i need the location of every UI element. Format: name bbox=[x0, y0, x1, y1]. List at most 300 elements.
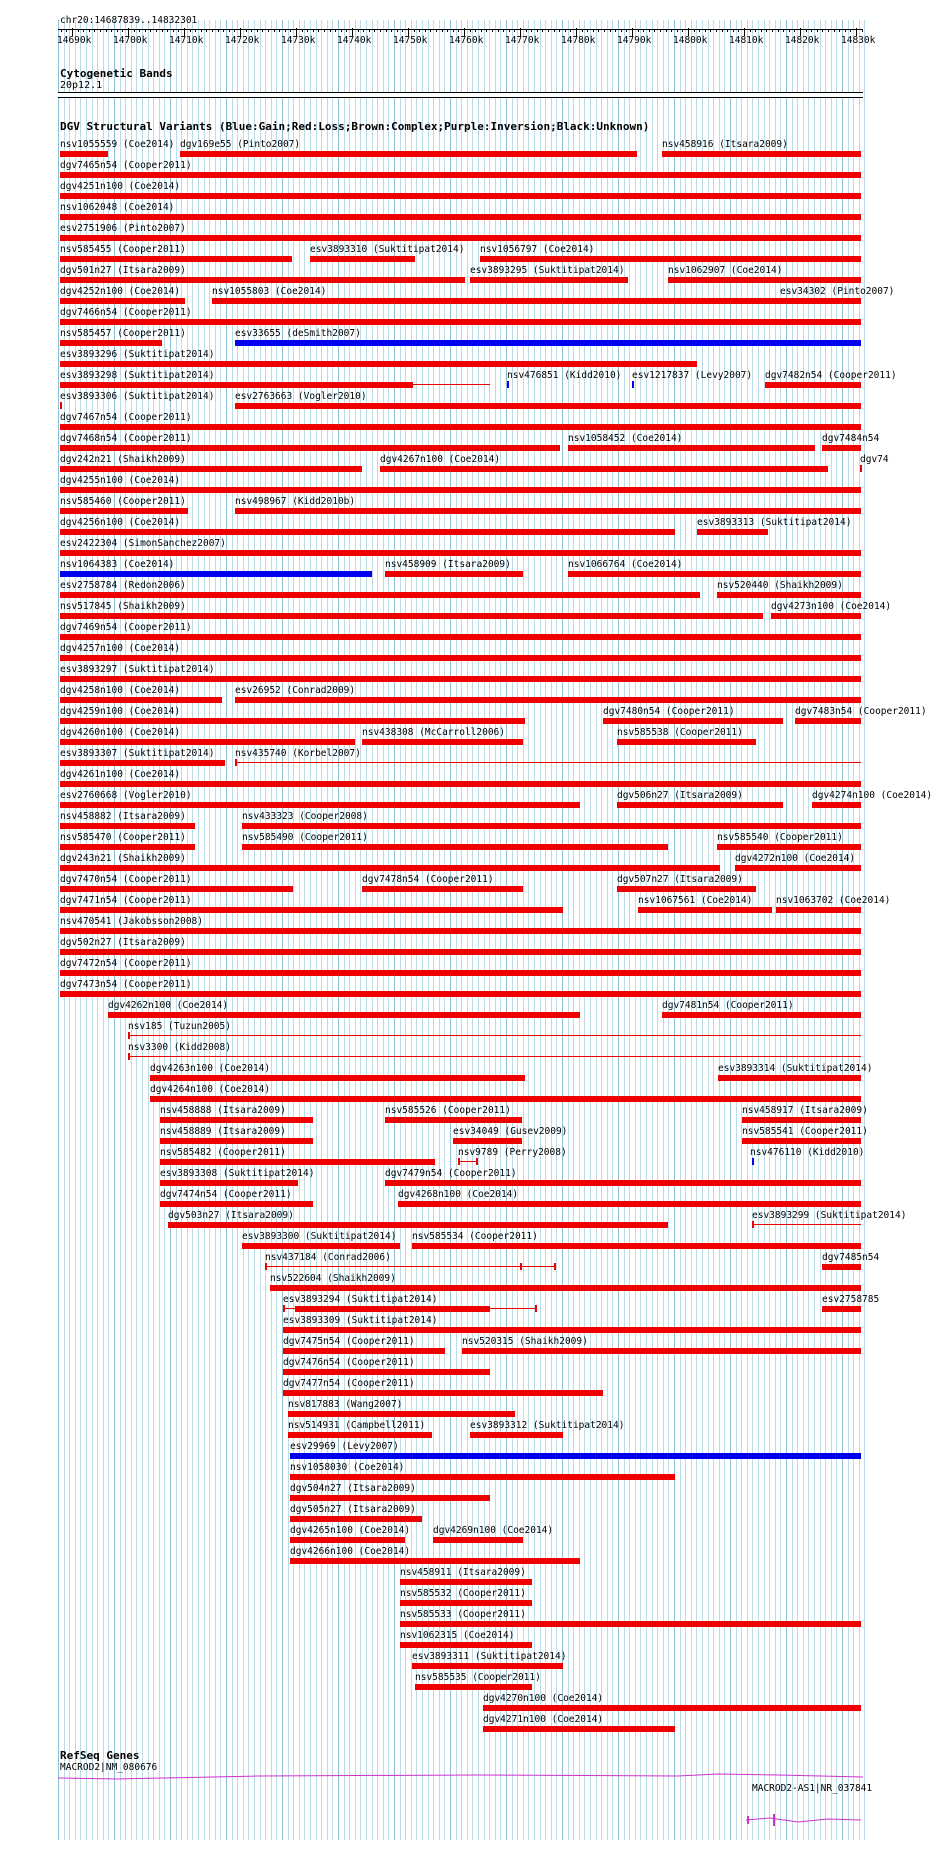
variant-tick[interactable] bbox=[554, 1263, 556, 1270]
variant-label[interactable]: dgv4268n100 (Coe2014) bbox=[398, 1189, 519, 1200]
variant-label[interactable]: nsv585533 (Cooper2011) bbox=[400, 1609, 526, 1620]
variant-bar[interactable] bbox=[60, 634, 861, 640]
variant-bar[interactable] bbox=[400, 1579, 532, 1585]
ruler-minor-tick bbox=[78, 29, 79, 32]
variant-bar[interactable] bbox=[412, 1243, 861, 1249]
variant-label[interactable]: esv2751906 (Pinto2007) bbox=[60, 223, 186, 234]
variant-label[interactable]: nsv520440 (Shaikh2009) bbox=[717, 580, 843, 591]
variant-label[interactable]: dgv4256n100 (Coe2014) bbox=[60, 517, 181, 528]
variant-label[interactable]: nsv433323 (Cooper2008) bbox=[242, 811, 368, 822]
variant-label[interactable]: dgv7484n54 bbox=[822, 433, 880, 444]
variant-label[interactable]: nsv585538 (Cooper2011) bbox=[617, 727, 743, 738]
variant-bar[interactable] bbox=[480, 256, 861, 262]
variant-label[interactable]: nsv438308 (McCarroll2006) bbox=[362, 727, 505, 738]
variant-bar[interactable] bbox=[398, 1201, 861, 1207]
variant-label[interactable]: nsv585470 (Cooper2011) bbox=[60, 832, 186, 843]
variant-bar[interactable] bbox=[462, 1348, 861, 1354]
variant-label[interactable]: dgv4273n100 (Coe2014) bbox=[771, 601, 892, 612]
variant-bar[interactable] bbox=[288, 1411, 515, 1417]
variant-label[interactable]: nsv585534 (Cooper2011) bbox=[412, 1231, 538, 1242]
variant-bar[interactable] bbox=[60, 298, 185, 304]
variant-bar[interactable] bbox=[60, 256, 292, 262]
variant-bar[interactable] bbox=[160, 1201, 313, 1207]
variant-bar[interactable] bbox=[60, 802, 580, 808]
variant-tick[interactable] bbox=[632, 381, 634, 388]
variant-tick[interactable] bbox=[128, 1053, 130, 1060]
variant-bar[interactable] bbox=[60, 424, 861, 430]
variant-bar[interactable] bbox=[822, 1306, 861, 1312]
variant-bar[interactable] bbox=[168, 1222, 668, 1228]
variant-label[interactable]: nsv1067561 (Coe2014) bbox=[638, 895, 753, 906]
variant-label[interactable]: esv3893294 (Suktitipat2014) bbox=[283, 1294, 438, 1305]
ruler-minor-tick bbox=[694, 29, 695, 32]
variant-label[interactable]: esv3893314 (Suktitipat2014) bbox=[718, 1063, 873, 1074]
variant-bar[interactable] bbox=[290, 1474, 675, 1480]
variant-bar[interactable] bbox=[771, 613, 861, 619]
variant-label[interactable]: nsv585490 (Cooper2011) bbox=[242, 832, 368, 843]
gene-label-macrod2-as1[interactable]: MACROD2-AS1|NR_037841 bbox=[752, 1783, 873, 1794]
variant-bar[interactable] bbox=[160, 1117, 313, 1123]
variant-label[interactable]: esv2763663 (Vogler2010) bbox=[235, 391, 367, 402]
variant-tick[interactable] bbox=[60, 402, 62, 409]
variant-label[interactable]: dgv4269n100 (Coe2014) bbox=[433, 1525, 554, 1536]
variant-tick[interactable] bbox=[752, 1158, 754, 1165]
variant-bar[interactable] bbox=[60, 781, 861, 787]
variant-label[interactable]: nsv458911 (Itsara2009) bbox=[400, 1567, 526, 1578]
variant-label[interactable]: dgv4271n100 (Coe2014) bbox=[483, 1714, 604, 1725]
variant-bar[interactable] bbox=[108, 1012, 580, 1018]
variant-bar[interactable] bbox=[60, 319, 861, 325]
variant-bar[interactable] bbox=[60, 949, 861, 955]
variant-bar[interactable] bbox=[470, 1432, 563, 1438]
variant-bar[interactable] bbox=[60, 592, 700, 598]
variant-bar[interactable] bbox=[453, 1138, 522, 1144]
variant-label[interactable]: esv34302 (Pinto2007) bbox=[780, 286, 895, 297]
variant-bar[interactable] bbox=[290, 1516, 422, 1522]
variant-bar[interactable] bbox=[150, 1075, 525, 1081]
variant-connector-line bbox=[267, 1266, 554, 1267]
variant-label[interactable]: dgv4257n100 (Coe2014) bbox=[60, 643, 181, 654]
variant-connector-line bbox=[413, 384, 490, 385]
variant-label[interactable]: nsv1066764 (Coe2014) bbox=[568, 559, 683, 570]
variant-bar[interactable] bbox=[60, 214, 861, 220]
variant-bar[interactable] bbox=[795, 718, 861, 724]
variant-bar[interactable] bbox=[283, 1348, 445, 1354]
variant-label[interactable]: esv3893311 (Suktitipat2014) bbox=[412, 1651, 567, 1662]
variant-bar[interactable] bbox=[283, 1369, 490, 1375]
variant-bar[interactable] bbox=[60, 361, 697, 367]
variant-bar[interactable] bbox=[400, 1621, 861, 1627]
variant-label[interactable]: dgv243n21 (Shaikh2009) bbox=[60, 853, 186, 864]
variant-label[interactable]: nsv458916 (Itsara2009) bbox=[662, 139, 788, 150]
ruler-minor-tick bbox=[772, 29, 773, 32]
ruler-minor-tick bbox=[750, 29, 751, 32]
variant-bar[interactable] bbox=[822, 445, 861, 451]
variant-label[interactable]: nsv514931 (Campbell2011) bbox=[288, 1420, 426, 1431]
variant-label[interactable]: nsv470541 (Jakobsson2008) bbox=[60, 916, 203, 927]
variant-bar[interactable] bbox=[290, 1537, 405, 1543]
variant-bar[interactable] bbox=[380, 466, 828, 472]
variant-bar[interactable] bbox=[60, 907, 563, 913]
variant-bar[interactable] bbox=[270, 1285, 861, 1291]
variant-label[interactable]: nsv458888 (Itsara2009) bbox=[160, 1105, 286, 1116]
variant-bar[interactable] bbox=[290, 1453, 861, 1459]
variant-bar[interactable] bbox=[717, 592, 861, 598]
variant-label[interactable]: dgv7469n54 (Cooper2011) bbox=[60, 622, 192, 633]
variant-label[interactable]: nsv585460 (Cooper2011) bbox=[60, 496, 186, 507]
variant-label[interactable]: dgv7468n54 (Cooper2011) bbox=[60, 433, 192, 444]
variant-label[interactable]: dgv7480n54 (Cooper2011) bbox=[603, 706, 735, 717]
ruler-minor-tick bbox=[671, 29, 672, 32]
variant-tick[interactable] bbox=[520, 1263, 522, 1270]
variant-bar[interactable] bbox=[288, 1432, 432, 1438]
variant-label[interactable]: dgv4262n100 (Coe2014) bbox=[108, 1000, 229, 1011]
variant-tick[interactable] bbox=[283, 1305, 285, 1312]
variant-label[interactable]: esv29969 (Levy2007) bbox=[290, 1441, 399, 1452]
variant-bar[interactable] bbox=[60, 235, 861, 241]
variant-label[interactable]: dgv7478n54 (Cooper2011) bbox=[362, 874, 494, 885]
variant-label[interactable]: esv3893295 (Suktitipat2014) bbox=[470, 265, 625, 276]
variant-bar[interactable] bbox=[60, 571, 372, 577]
variant-label[interactable]: dgv4274n100 (Coe2014) bbox=[812, 790, 932, 801]
variant-bar[interactable] bbox=[717, 844, 861, 850]
variant-label[interactable]: dgv7481n54 (Cooper2011) bbox=[662, 1000, 794, 1011]
variant-label[interactable]: nsv3300 (Kidd2008) bbox=[128, 1042, 231, 1053]
variant-label[interactable]: esv3893297 (Suktitipat2014) bbox=[60, 664, 215, 675]
variant-bar[interactable] bbox=[470, 277, 628, 283]
variant-bar[interactable] bbox=[822, 1264, 861, 1270]
variant-bar[interactable] bbox=[568, 571, 861, 577]
variant-label[interactable]: nsv1063702 (Coe2014) bbox=[776, 895, 891, 906]
variant-label[interactable]: nsv458889 (Itsara2009) bbox=[160, 1126, 286, 1137]
variant-label[interactable]: nsv1055803 (Coe2014) bbox=[212, 286, 327, 297]
variant-bar[interactable] bbox=[662, 151, 861, 157]
variant-bar[interactable] bbox=[60, 739, 355, 745]
variant-label[interactable]: nsv585532 (Cooper2011) bbox=[400, 1588, 526, 1599]
variant-bar[interactable] bbox=[60, 466, 362, 472]
variant-bar[interactable] bbox=[662, 1012, 861, 1018]
variant-label[interactable]: dgv4259n100 (Coe2014) bbox=[60, 706, 181, 717]
variant-bar[interactable] bbox=[235, 508, 861, 514]
variant-label[interactable]: dgv4260n100 (Coe2014) bbox=[60, 727, 181, 738]
variant-bar[interactable] bbox=[735, 865, 861, 871]
variant-label[interactable]: esv3893309 (Suktitipat2014) bbox=[283, 1315, 438, 1326]
variant-label[interactable]: nsv1064383 (Coe2014) bbox=[60, 559, 175, 570]
variant-bar[interactable] bbox=[385, 571, 523, 577]
variant-label[interactable]: dgv7472n54 (Cooper2011) bbox=[60, 958, 192, 969]
variant-label[interactable]: dgv7465n54 (Cooper2011) bbox=[60, 160, 192, 171]
variant-label[interactable]: dgv4252n100 (Coe2014) bbox=[60, 286, 181, 297]
variant-label[interactable]: dgv7467n54 (Cooper2011) bbox=[60, 412, 192, 423]
variant-label[interactable]: nsv585541 (Cooper2011) bbox=[742, 1126, 868, 1137]
variant-label[interactable]: dgv4267n100 (Coe2014) bbox=[380, 454, 501, 465]
variant-bar[interactable] bbox=[60, 865, 720, 871]
ruler-minor-tick bbox=[660, 29, 661, 32]
variant-bar[interactable] bbox=[412, 1663, 563, 1669]
variant-tick[interactable] bbox=[476, 1158, 478, 1165]
variant-bar[interactable] bbox=[60, 550, 861, 556]
ruler-minor-tick bbox=[666, 29, 667, 32]
variant-bar[interactable] bbox=[235, 697, 861, 703]
variant-bar[interactable] bbox=[160, 1159, 435, 1165]
variant-bar[interactable] bbox=[60, 928, 861, 934]
variant-bar[interactable] bbox=[415, 1684, 532, 1690]
variant-bar[interactable] bbox=[433, 1537, 523, 1543]
variant-label[interactable]: nsv517845 (Shaikh2009) bbox=[60, 601, 186, 612]
variant-bar[interactable] bbox=[60, 760, 225, 766]
variant-label[interactable]: esv3893296 (Suktitipat2014) bbox=[60, 349, 215, 360]
variant-label[interactable]: nsv1058452 (Coe2014) bbox=[568, 433, 683, 444]
variant-label[interactable]: dgv7466n54 (Cooper2011) bbox=[60, 307, 192, 318]
variant-label[interactable]: nsv585482 (Cooper2011) bbox=[160, 1147, 286, 1158]
variant-label[interactable]: dgv7483n54 (Cooper2011) bbox=[795, 706, 927, 717]
variant-label[interactable]: nsv1058030 (Coe2014) bbox=[290, 1462, 405, 1473]
variant-label[interactable]: dgv7475n54 (Cooper2011) bbox=[283, 1336, 415, 1347]
variant-label[interactable]: dgv242n21 (Shaikh2009) bbox=[60, 454, 186, 465]
variant-label[interactable]: nsv476110 (Kidd2010) bbox=[750, 1147, 865, 1158]
variant-label[interactable]: esv3893312 (Suktitipat2014) bbox=[470, 1420, 625, 1431]
variant-label[interactable]: nsv1062315 (Coe2014) bbox=[400, 1630, 515, 1641]
variant-bar[interactable] bbox=[385, 1180, 861, 1186]
variant-label[interactable]: dgv7477n54 (Cooper2011) bbox=[283, 1378, 415, 1389]
variant-bar[interactable] bbox=[242, 1243, 400, 1249]
variant-connector-line bbox=[460, 1161, 476, 1162]
variant-label[interactable]: dgv504n27 (Itsara2009) bbox=[290, 1483, 416, 1494]
variant-label[interactable]: esv3893299 (Suktitipat2014) bbox=[752, 1210, 907, 1221]
variant-label[interactable]: esv3893298 (Suktitipat2014) bbox=[60, 370, 215, 381]
ruler-minor-tick bbox=[565, 29, 566, 32]
variant-label[interactable]: dgv7485n54 bbox=[822, 1252, 880, 1263]
ruler-minor-tick bbox=[828, 29, 829, 32]
variant-label[interactable]: nsv185 (Tuzun2005) bbox=[128, 1021, 231, 1032]
variant-label[interactable]: nsv585535 (Cooper2011) bbox=[415, 1672, 541, 1683]
variant-bar[interactable] bbox=[617, 739, 756, 745]
variant-bar[interactable] bbox=[60, 613, 763, 619]
variant-label[interactable]: dgv7471n54 (Cooper2011) bbox=[60, 895, 192, 906]
variant-bar[interactable] bbox=[60, 151, 108, 157]
variant-bar[interactable] bbox=[150, 1096, 861, 1102]
variant-label[interactable]: nsv1056797 (Coe2014) bbox=[480, 244, 595, 255]
variant-label[interactable]: esv2760668 (Vogler2010) bbox=[60, 790, 192, 801]
variant-label[interactable]: dgv507n27 (Itsara2009) bbox=[617, 874, 743, 885]
variant-label[interactable]: esv33655 (deSmith2007) bbox=[235, 328, 361, 339]
variant-bar[interactable] bbox=[568, 445, 815, 451]
variant-bar[interactable] bbox=[60, 886, 293, 892]
variant-bar[interactable] bbox=[60, 382, 413, 388]
variant-bar[interactable] bbox=[697, 529, 768, 535]
variant-label[interactable]: esv2422304 (SimonSanchez2007) bbox=[60, 538, 226, 549]
variant-label[interactable]: dgv4264n100 (Coe2014) bbox=[150, 1084, 271, 1095]
variant-tick[interactable] bbox=[458, 1158, 460, 1165]
variant-bar[interactable] bbox=[242, 844, 668, 850]
variant-label[interactable]: dgv4265n100 (Coe2014) bbox=[290, 1525, 411, 1536]
variant-label[interactable]: dgv4261n100 (Coe2014) bbox=[60, 769, 181, 780]
variant-bar[interactable] bbox=[60, 172, 861, 178]
variant-bar[interactable] bbox=[310, 256, 415, 262]
ruler-minor-tick bbox=[626, 29, 627, 32]
variant-bar[interactable] bbox=[60, 193, 861, 199]
ruler-minor-tick bbox=[145, 29, 146, 32]
variant-bar[interactable] bbox=[362, 739, 523, 745]
variant-label[interactable]: esv2758785 bbox=[822, 1294, 880, 1305]
variant-bar[interactable] bbox=[295, 1306, 490, 1312]
ruler-minor-tick bbox=[279, 29, 280, 32]
variant-bar[interactable] bbox=[290, 1495, 490, 1501]
variant-tick[interactable] bbox=[535, 1305, 537, 1312]
variant-label[interactable]: nsv585526 (Cooper2011) bbox=[385, 1105, 511, 1116]
variant-label[interactable]: nsv585457 (Cooper2011) bbox=[60, 328, 186, 339]
variant-label[interactable]: nsv458909 (Itsara2009) bbox=[385, 559, 511, 570]
variant-tick[interactable] bbox=[265, 1263, 267, 1270]
ruler-minor-tick bbox=[335, 29, 336, 32]
ruler-minor-tick bbox=[582, 29, 583, 32]
variant-tick[interactable] bbox=[860, 465, 862, 472]
variant-label[interactable]: nsv585540 (Cooper2011) bbox=[717, 832, 843, 843]
ruler-minor-tick bbox=[447, 29, 448, 32]
variant-label[interactable]: esv3893306 (Suktitipat2014) bbox=[60, 391, 215, 402]
variant-tick[interactable] bbox=[752, 1221, 754, 1228]
variant-bar[interactable] bbox=[160, 1138, 313, 1144]
variant-label[interactable]: dgv7470n54 (Cooper2011) bbox=[60, 874, 192, 885]
variant-label[interactable]: esv26952 (Conrad2009) bbox=[235, 685, 356, 696]
variant-bar[interactable] bbox=[235, 403, 861, 409]
ruler-minor-tick bbox=[178, 29, 179, 32]
variant-bar[interactable] bbox=[483, 1726, 675, 1732]
variant-bar[interactable] bbox=[160, 1180, 298, 1186]
variant-bar[interactable] bbox=[60, 823, 195, 829]
variant-bar[interactable] bbox=[60, 487, 861, 493]
variant-bar[interactable] bbox=[60, 991, 861, 997]
variant-bar[interactable] bbox=[60, 508, 188, 514]
variant-bar[interactable] bbox=[180, 151, 637, 157]
variant-label[interactable]: dgv4258n100 (Coe2014) bbox=[60, 685, 181, 696]
ruler-minor-tick bbox=[509, 29, 510, 32]
variant-label[interactable]: dgv506n27 (Itsara2009) bbox=[617, 790, 743, 801]
cytoband-bar[interactable] bbox=[58, 92, 863, 98]
variant-bar[interactable] bbox=[60, 844, 195, 850]
variant-bar[interactable] bbox=[617, 802, 783, 808]
variant-label[interactable]: nsv9789 (Perry2008) bbox=[458, 1147, 567, 1158]
variant-bar[interactable] bbox=[400, 1600, 532, 1606]
gene-label-macrod2[interactable]: MACROD2|NM_080676 bbox=[60, 1762, 158, 1773]
ruler-minor-tick bbox=[811, 29, 812, 32]
variant-label[interactable]: nsv458882 (Itsara2009) bbox=[60, 811, 186, 822]
variant-label[interactable]: dgv4263n100 (Coe2014) bbox=[150, 1063, 271, 1074]
variant-bar[interactable] bbox=[776, 907, 861, 913]
variant-label[interactable]: dgv4255n100 (Coe2014) bbox=[60, 475, 181, 486]
variant-bar[interactable] bbox=[212, 298, 861, 304]
variant-label[interactable]: dgv4251n100 (Coe2014) bbox=[60, 181, 181, 192]
variant-bar[interactable] bbox=[60, 676, 861, 682]
variant-label[interactable]: nsv476851 (Kidd2010) bbox=[507, 370, 622, 381]
variant-bar[interactable] bbox=[385, 1117, 522, 1123]
variant-bar[interactable] bbox=[60, 970, 861, 976]
variant-bar[interactable] bbox=[283, 1327, 861, 1333]
variant-bar[interactable] bbox=[483, 1705, 861, 1711]
variant-label[interactable]: dgv505n27 (Itsara2009) bbox=[290, 1504, 416, 1515]
variant-label[interactable]: dgv74 bbox=[860, 454, 889, 465]
variant-bar[interactable] bbox=[290, 1558, 580, 1564]
variant-tick[interactable] bbox=[128, 1032, 130, 1039]
variant-label[interactable]: dgv169e55 (Pinto2007) bbox=[180, 139, 301, 150]
variant-bar[interactable] bbox=[603, 718, 783, 724]
variant-bar[interactable] bbox=[235, 340, 861, 346]
variant-label[interactable]: dgv7482n54 (Cooper2011) bbox=[765, 370, 897, 381]
variant-bar[interactable] bbox=[400, 1642, 532, 1648]
variant-bar[interactable] bbox=[668, 277, 861, 283]
variant-label[interactable]: esv1217837 (Levy2007) bbox=[632, 370, 753, 381]
variant-bar[interactable] bbox=[617, 886, 756, 892]
variant-label[interactable]: esv3893300 (Suktitipat2014) bbox=[242, 1231, 397, 1242]
variant-label[interactable]: esv2758784 (Redon2006) bbox=[60, 580, 186, 591]
variant-bar[interactable] bbox=[718, 1075, 861, 1081]
variant-label[interactable]: dgv4272n100 (Coe2014) bbox=[735, 853, 856, 864]
variant-bar[interactable] bbox=[60, 340, 162, 346]
refseq-gene-track[interactable] bbox=[58, 1770, 863, 1840]
variant-bar[interactable] bbox=[60, 718, 525, 724]
variant-label[interactable]: dgv7473n54 (Cooper2011) bbox=[60, 979, 192, 990]
variant-label[interactable]: dgv4270n100 (Coe2014) bbox=[483, 1693, 604, 1704]
variant-label[interactable]: nsv522604 (Shaikh2009) bbox=[270, 1273, 396, 1284]
variant-bar[interactable] bbox=[638, 907, 772, 913]
variant-label[interactable]: esv3893308 (Suktitipat2014) bbox=[160, 1168, 315, 1179]
variant-bar[interactable] bbox=[60, 697, 222, 703]
variant-label[interactable]: esv3893307 (Suktitipat2014) bbox=[60, 748, 215, 759]
variant-label[interactable]: nsv498967 (Kidd2010b) bbox=[235, 496, 356, 507]
variant-label[interactable]: nsv435740 (Korbel2007) bbox=[235, 748, 361, 759]
variant-bar[interactable] bbox=[742, 1117, 861, 1123]
variant-label[interactable]: esv34049 (Gusev2009) bbox=[453, 1126, 568, 1137]
variant-bar[interactable] bbox=[765, 382, 861, 388]
variant-label[interactable]: dgv7476n54 (Cooper2011) bbox=[283, 1357, 415, 1368]
variant-bar[interactable] bbox=[60, 277, 465, 283]
variant-label[interactable]: esv3893313 (Suktitipat2014) bbox=[697, 517, 852, 528]
variant-label[interactable]: nsv1055559 (Coe2014) bbox=[60, 139, 175, 150]
variant-bar[interactable] bbox=[60, 445, 560, 451]
variant-label[interactable]: nsv1062048 (Coe2014) bbox=[60, 202, 175, 213]
ruler-minor-tick bbox=[503, 29, 504, 32]
variant-tick[interactable] bbox=[507, 381, 509, 388]
variant-label[interactable]: nsv437184 (Conrad2006) bbox=[265, 1252, 391, 1263]
variant-label[interactable]: nsv520315 (Shaikh2009) bbox=[462, 1336, 588, 1347]
variant-label[interactable]: dgv501n27 (Itsara2009) bbox=[60, 265, 186, 276]
variant-bar[interactable] bbox=[60, 655, 861, 661]
variant-label[interactable]: dgv7479n54 (Cooper2011) bbox=[385, 1168, 517, 1179]
ruler-minor-tick bbox=[677, 29, 678, 32]
variant-label[interactable]: dgv7474n54 (Cooper2011) bbox=[160, 1189, 292, 1200]
variant-label[interactable]: nsv817883 (Wang2007) bbox=[288, 1399, 403, 1410]
variant-label[interactable]: esv3893310 (Suktitipat2014) bbox=[310, 244, 465, 255]
variant-label[interactable]: dgv503n27 (Itsara2009) bbox=[168, 1210, 294, 1221]
variant-bar[interactable] bbox=[362, 886, 523, 892]
variant-bar[interactable] bbox=[812, 802, 861, 808]
ruler-minor-tick bbox=[470, 29, 471, 32]
variant-bar[interactable] bbox=[242, 823, 861, 829]
ruler-minor-tick bbox=[190, 29, 191, 32]
variant-label[interactable]: dgv4266n100 (Coe2014) bbox=[290, 1546, 411, 1557]
variant-bar[interactable] bbox=[60, 529, 675, 535]
ruler-minor-tick bbox=[195, 29, 196, 32]
variant-bar[interactable] bbox=[742, 1138, 861, 1144]
variant-label[interactable]: dgv502n27 (Itsara2009) bbox=[60, 937, 186, 948]
variant-label[interactable]: nsv1062907 (Coe2014) bbox=[668, 265, 783, 276]
variant-label[interactable]: nsv585455 (Cooper2011) bbox=[60, 244, 186, 255]
variant-tick[interactable] bbox=[235, 759, 237, 766]
ruler-minor-tick bbox=[162, 29, 163, 32]
variant-label[interactable]: nsv458917 (Itsara2009) bbox=[742, 1105, 868, 1116]
ruler-tick-label: 14810k bbox=[729, 35, 764, 46]
variant-bar[interactable] bbox=[283, 1390, 603, 1396]
